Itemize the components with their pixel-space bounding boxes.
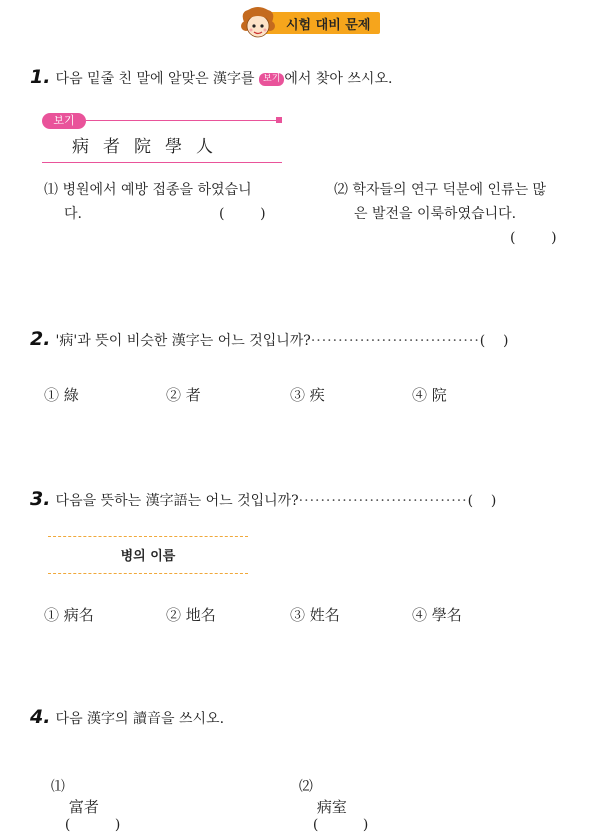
bogi-divider-top xyxy=(86,120,278,121)
leader-dots: ······························· xyxy=(310,333,480,349)
question-number: 2. xyxy=(30,328,51,350)
answer-blank[interactable]: ( ) xyxy=(479,333,509,349)
subquestion-line: 은 발전을 이룩하였습니다. xyxy=(354,206,517,222)
question-text-part: 다음 밑줄 친 말에 알맞은 漢字를 xyxy=(55,71,255,87)
section-header-badge xyxy=(238,6,384,40)
subquestion-line: ⑴ 병원에서 예방 접종을 하였습니 xyxy=(44,182,252,198)
item-label: ⑵ xyxy=(298,779,313,795)
option-1[interactable]: ① 病名 xyxy=(44,606,94,624)
question-number: 1. xyxy=(30,66,51,88)
definition-divider-top xyxy=(48,536,248,537)
question-4 xyxy=(30,706,224,728)
question-text-part: 에서 찾아 쓰시오. xyxy=(284,71,393,87)
q4-item-1 xyxy=(42,760,120,833)
option-2[interactable]: ② 者 xyxy=(166,386,201,404)
item-word: 病室 xyxy=(316,798,347,816)
question-1 xyxy=(30,66,392,88)
question-text: 다음 漢字의 讀音을 쓰시오. xyxy=(55,711,225,727)
bogi-inline-badge: 보기 xyxy=(259,73,284,86)
leader-dots: ······························· xyxy=(298,493,468,509)
subquestion-2 xyxy=(334,178,594,250)
header-bar xyxy=(262,12,380,34)
subquestion-line xyxy=(44,202,304,226)
question-text: '病'과 뜻이 비슷한 漢字는 어느 것입니까? xyxy=(55,333,311,349)
bogi-corner-marker xyxy=(276,117,282,123)
option-4[interactable]: ④ 學名 xyxy=(412,606,462,624)
option-1[interactable]: ① 綠 xyxy=(44,386,79,404)
option-4[interactable]: ④ 院 xyxy=(412,386,447,404)
bogi-divider-bottom xyxy=(42,162,282,163)
definition-divider-bottom xyxy=(48,573,248,574)
question-2 xyxy=(30,328,509,350)
q4-item-2 xyxy=(290,760,368,833)
answer-blank[interactable]: ( ) xyxy=(312,817,369,833)
item-label: ⑴ xyxy=(50,779,65,795)
option-2[interactable]: ② 地名 xyxy=(166,606,216,624)
option-3[interactable]: ③ 姓名 xyxy=(290,606,340,624)
bogi-label: 보기 xyxy=(42,113,86,129)
question-3 xyxy=(30,488,496,510)
mascot-girl-icon xyxy=(238,6,278,42)
definition-text: 병의 이름 xyxy=(120,549,176,564)
question-text: 다음을 뜻하는 漢字語는 어느 것입니까? xyxy=(55,493,299,509)
question-number: 3. xyxy=(30,488,51,510)
subquestion-line: ⑵ 학자들의 연구 덕분에 인류는 많 xyxy=(334,182,547,198)
answer-blank[interactable]: ( ) xyxy=(219,206,266,222)
answer-blank[interactable]: ( ) xyxy=(467,493,497,509)
question-number: 4. xyxy=(30,706,51,728)
item-word: 富者 xyxy=(68,798,99,816)
subquestion-line-text: 다. xyxy=(64,206,82,222)
header-title: 시험 대비 문제 xyxy=(286,18,371,33)
subquestion-1 xyxy=(44,178,304,226)
answer-blank[interactable]: ( ) xyxy=(510,230,557,246)
option-3[interactable]: ③ 疾 xyxy=(290,386,325,404)
question-text xyxy=(56,71,393,87)
bogi-characters: 病者院學人 xyxy=(72,137,227,157)
answer-blank[interactable]: ( ) xyxy=(64,817,121,833)
